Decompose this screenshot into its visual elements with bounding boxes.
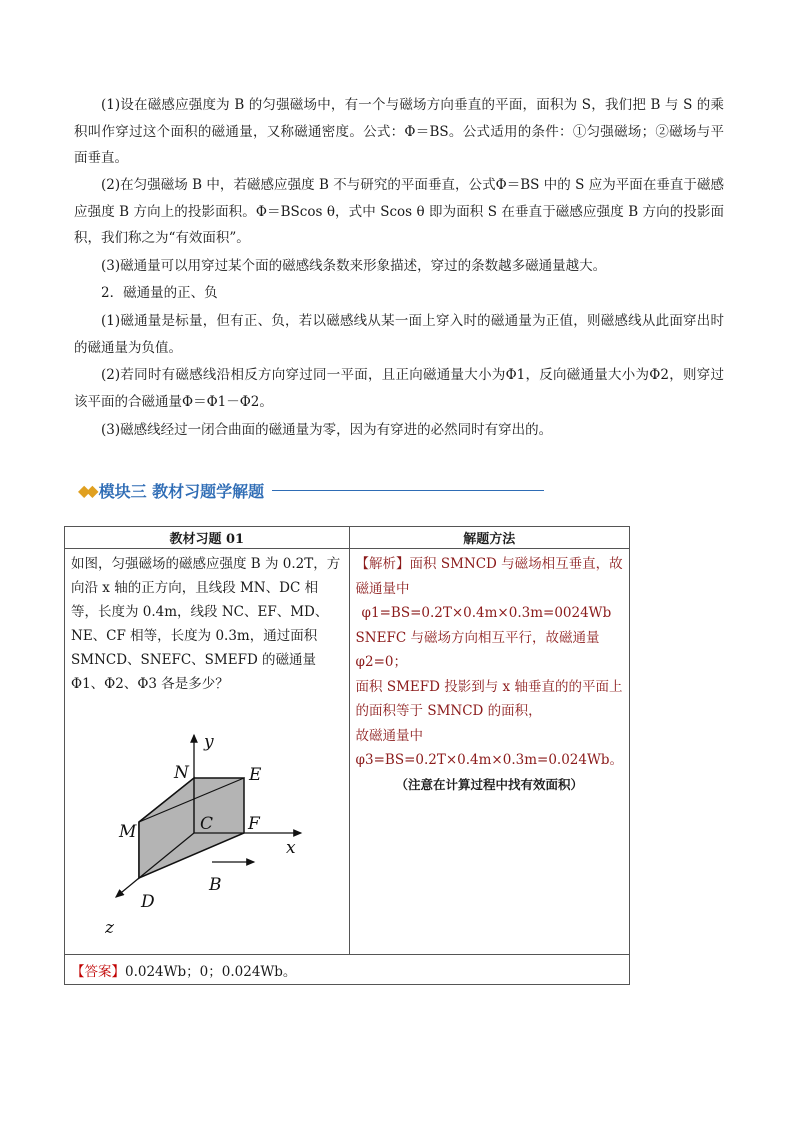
paragraph-1: (1)设在磁感应强度为 B 的匀强磁场中，有一个与磁场方向垂直的平面，面积为 S，我们把 B 与 S 的乘积叫作穿过这个面积的磁通量，又称磁通密度。公式：Φ＝BS。公式适用的条件：①匀强磁场；②磁场与平面垂直。 (74, 97, 724, 166)
exercise-table (64, 526, 630, 985)
section-subheading: 2．磁通量的正、负 (101, 285, 218, 301)
problem-text: 如图，匀强磁场的磁感应强度 B 为 0.2T，方向沿 x 轴的正方向，且线段 MN、DC 相等，长度为 0.4m，线段 NC、EF、MD、NE、CF 相等，长度为 0.3m，通过面积 SMNCD、SNEFC、SMEFD 的磁通量Φ1、Φ2、Φ3 各是多少？ (71, 556, 341, 692)
analysis-text (350, 549, 629, 797)
paragraph-4: (1)磁通量是标量，但有正、负，若以磁感线从某一面上穿入时的磁通量为正值，则磁感线从此面穿出时的磁通量为负值。 (74, 313, 724, 356)
analysis-line-3: SNEFC 与磁场方向相互平行，故磁通量 φ2=0； (355, 629, 600, 670)
label-x: x (286, 838, 296, 858)
analysis-line-4: 面积 SMEFD 投影到与 x 轴垂直的的平面上的面积等于 SMNCD 的面积， (355, 678, 623, 719)
label-b: B (209, 875, 222, 895)
method-cell (349, 549, 629, 955)
label-e: E (249, 765, 262, 785)
paragraph-2: (2)在匀强磁场 B 中，若磁感应强度 B 不与研究的平面垂直，公式Φ＝BS 中的 S 应为平面在垂直于磁感应强度 B 方向上的投影面积。Φ＝BScos θ，式中 Scos θ 即为面积 S 在垂直于磁感应强度 B 方向的投影面积，我们称之为“有效面积”。 (74, 177, 724, 246)
analysis-note: （注意在计算过程中找有效面积） (395, 776, 584, 792)
prism-slant-face (139, 778, 244, 878)
paragraph-6: (3)磁感线经过一闭合曲面的磁通量为零，因为有穿进的必然同时有穿出的。 (101, 422, 553, 438)
label-n: N (174, 763, 189, 783)
analysis-line-6: φ3=BS=0.2T×0.4m×0.3m=0.024Wb。 (355, 752, 623, 768)
analysis-line-1: 【解析】面积 SMNCD 与磁场相互垂直，故磁通量中 (355, 556, 623, 597)
label-z: z (105, 918, 114, 938)
label-y: y (204, 732, 214, 752)
z-axis (116, 878, 139, 897)
analysis-line-2: φ1=BS=0.2T×0.4m×0.3m=0024Wb (361, 605, 612, 621)
module-heading (78, 479, 544, 502)
label-m: M (119, 822, 137, 842)
prism-diagram (105, 727, 375, 942)
exercise-header: 教材习题 01 (65, 527, 350, 549)
heading-rule (272, 490, 544, 491)
answer-text: 0.024Wb；0；0.024Wb。 (125, 963, 297, 980)
analysis-line-5: 故磁通量中 (355, 727, 424, 744)
label-f: F (248, 814, 260, 834)
paragraph-5: (2)若同时有磁感线沿相反方向穿过同一平面，且正向磁通量大小为Φ1，反向磁通量大小为Φ2，则穿过该平面的合磁通量Φ＝Φ1－Φ2。 (74, 367, 724, 410)
module-title: 模块三 教材习题学解题 (98, 482, 265, 501)
paragraph-3: (3)磁通量可以用穿过某个面的磁感线条数来形象描述，穿过的条数越多磁通量越大。 (101, 258, 607, 274)
answer-label: 【答案】 (71, 963, 125, 980)
problem-cell (65, 549, 350, 955)
method-header: 解题方法 (349, 527, 629, 549)
label-c: C (200, 814, 214, 834)
double-diamond-icon: ◆◆ (78, 481, 95, 500)
label-d: D (141, 892, 155, 912)
answer-row (65, 955, 630, 985)
